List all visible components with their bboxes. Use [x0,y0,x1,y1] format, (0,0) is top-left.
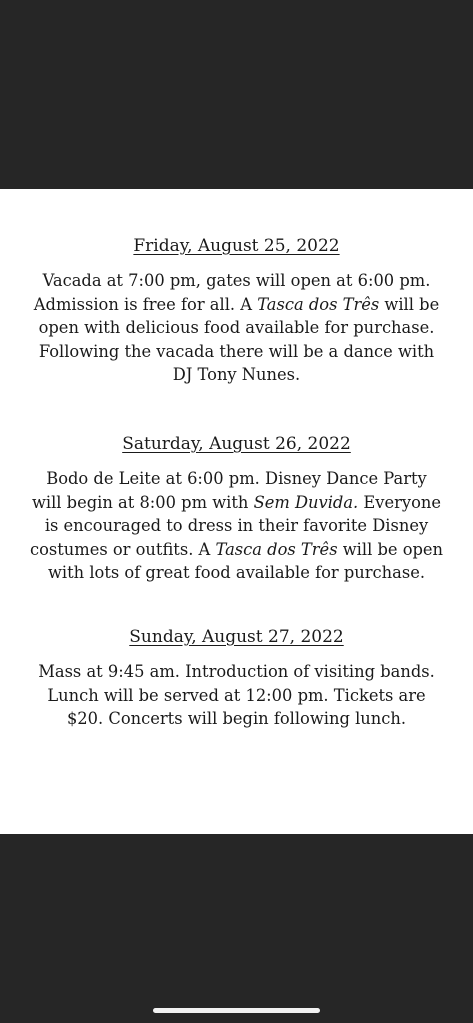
text-line [0,684,473,708]
saturday-description [0,467,473,585]
text-line [0,467,473,491]
schedule-document [0,189,473,834]
italic-text-run: Tasca dos Três [257,294,380,314]
text-run: will be open [337,539,444,559]
text-line [0,363,473,387]
text-run: open with delicious food available for purchase. [38,318,435,337]
text-run: Mass at 9:45 am. Introduction of visiting bands. [38,662,435,681]
saturday-heading: Saturday, August 26, 2022 [122,434,351,454]
text-line [0,340,473,364]
text-run: DJ Tony Nunes. [172,365,301,384]
top-dark-area [0,0,473,189]
text-run: is encouraged to dress in their favorite Disney [44,516,429,535]
text-run: $20. Concerts will begin following lunch. [66,709,407,728]
text-line [0,660,473,684]
text-run: Admission is free for all. A [33,294,258,314]
text-line [0,491,473,515]
home-indicator[interactable] [153,1008,320,1013]
text-run: will begin at 8:00 pm with [31,492,254,512]
text-run: Following the vacada there will be a dance with [38,341,435,361]
text-run: will be [379,294,440,314]
text-line [0,707,473,731]
text-line [0,293,473,317]
text-line [0,269,473,293]
bottom-dark-area [0,834,473,1023]
text-line [0,316,473,340]
italic-text-run: Tasca dos Três [215,539,338,559]
sunday-heading: Sunday, August 27, 2022 [129,627,344,647]
text-run: Everyone [358,492,442,512]
text-line [0,538,473,562]
sunday-section [0,626,473,731]
text-line [0,561,473,585]
text-run: with lots of great food available for purchase. [47,563,426,582]
italic-text-run: Sem Duvida. [253,492,359,512]
text-line [0,514,473,538]
friday-heading: Friday, August 25, 2022 [133,236,340,256]
text-run: Lunch will be served at 12:00 pm. Tickets are [47,685,426,705]
friday-section [0,235,473,387]
text-run: costumes or outfits. A [29,539,216,559]
saturday-section [0,433,473,585]
text-run: Vacada at 7:00 pm, gates will open at 6:00 pm. [42,271,431,290]
text-run: Bodo de Leite at 6:00 pm. Disney Dance Party [46,469,427,488]
friday-description [0,269,473,387]
sunday-description [0,660,473,731]
